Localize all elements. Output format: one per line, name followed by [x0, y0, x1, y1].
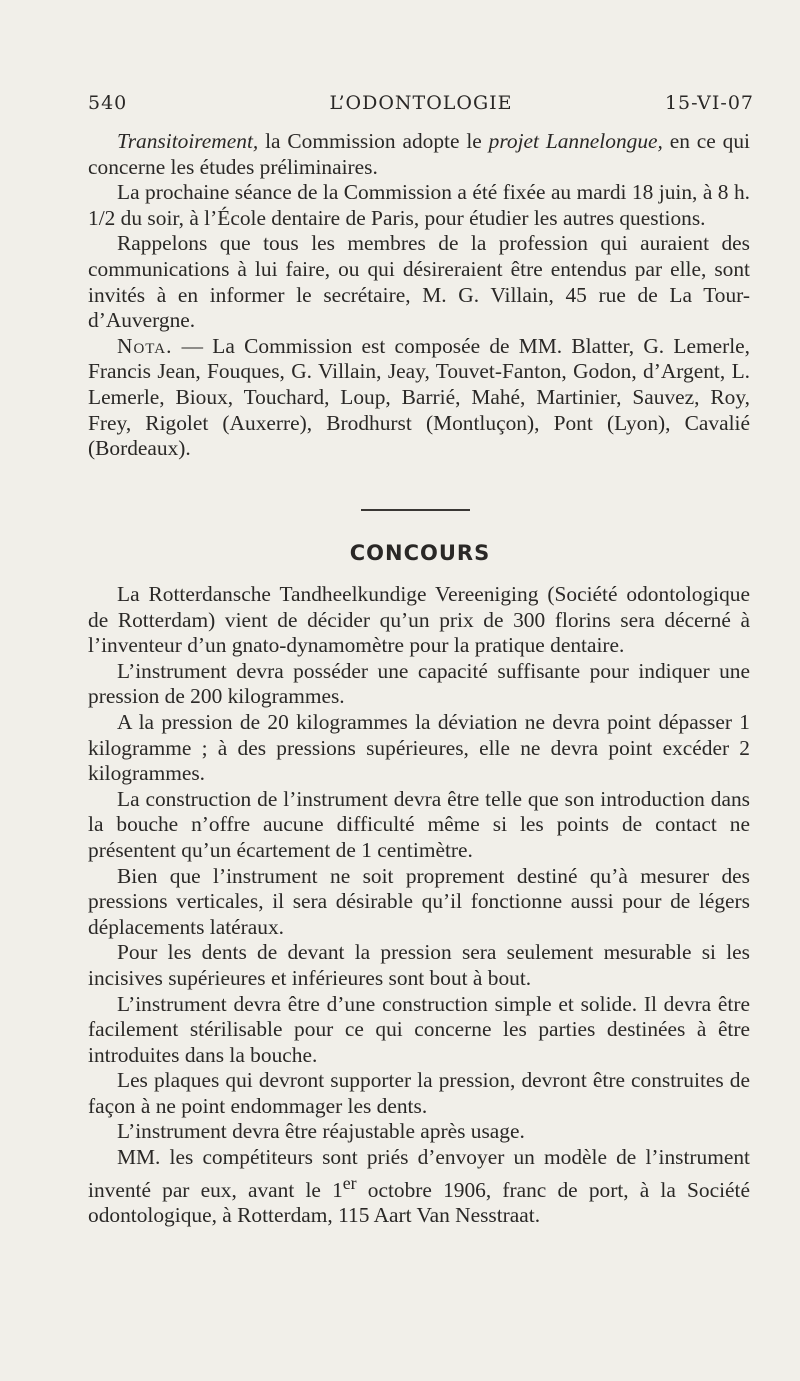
paragraph-text: MM. les compétiteurs sont priés d’envoyer un modèle de l’instrument inventé par eux, avant le 1 — [88, 1145, 750, 1202]
paragraph: Bien que l’instrument ne soit proprement destiné qu’à mesurer des pressions verticales, il sera désirable qu’il fonctionne aussi pour de légers déplacements latéraux. — [88, 863, 750, 939]
section-title: CONCOURS — [349, 541, 491, 565]
paragraph-text: octobre 1906, franc de port, à la Société odontologique, à Rotterdam, 115 Aart Van Nesstraat. — [88, 1177, 750, 1228]
paragraph: Rappelons que tous les membres de la profession qui auraient des communications à lui faire, ou qui désireraient être entendus par elle, sont invités à en informer le secrétaire, M. G. Villain, 45 rue de La Tour-d’Auvergne. — [88, 231, 750, 333]
paragraph: L’instrument devra être d’une construction simple et solide. Il devra être facilement stérilisable pour ce qui concerne les parties destinées à être introduites dans la bouche. — [88, 991, 750, 1067]
commission-section — [88, 129, 750, 462]
running-header — [88, 92, 754, 118]
paragraph: L’instrument devra posséder une capacité suffisante pour indiquer une pression de 200 kilogrammes. — [88, 658, 750, 709]
paragraph — [88, 129, 750, 180]
paragraph: Les plaques qui devront supporter la pression, devront être construites de façon à ne point endommager les dents. — [88, 1068, 750, 1118]
emphasis-text: Transitoirement, — [117, 129, 259, 153]
journal-title: L’ODONTOLOGIE — [329, 92, 513, 114]
nota-text: — La Commission est composée de MM. Blatter, G. Lemerle, Francis Jean, Fouques, G. Villain, Jeay, Touvet-Fanton, Godon, d’Argent, L. Lemerle, Bioux, Touchard, Loup, Barrié, Mahé, Martinier, Sauvez, Roy, Frey, Rigolet (Auxerre), Brodhurst (Montluçon), Pont (Lyon), Cavalié (Bordeaux). — [88, 333, 750, 461]
emphasis-text: projet Lannelongue, — [488, 129, 663, 153]
page-number: 540 — [88, 92, 128, 114]
ordinal-superscript: er — [342, 1172, 357, 1193]
paragraph-text: en ce qui concerne les études préliminaires. — [88, 129, 750, 179]
nota-label: Nota. — [117, 333, 173, 358]
paragraph: La prochaine séance de la Commission a été fixée au mardi 18 juin, à 8 h. 1/2 du soir, à l’École dentaire de Paris, pour étudier les autres questions. — [88, 180, 750, 230]
paragraph: A la pression de 20 kilogrammes la déviation ne devra point dépasser 1 kilogramme ; à des pressions supérieures, elle ne devra point excéder 2 kilogrammes. — [88, 709, 750, 786]
paragraph: Pour les dents de devant la pression sera seulement mesurable si les incisives supérieures et inférieures sont bout à bout. — [88, 940, 750, 990]
section-divider — [361, 509, 470, 511]
nota-paragraph — [88, 334, 750, 462]
paragraph: La construction de l’instrument devra être telle que son introduction dans la bouche n’offre aucune difficulté même si les points de contact ne présentent qu’un écartement de 1 centimètre. — [88, 786, 750, 862]
issue-date: 15-VI-07 — [664, 92, 754, 114]
paragraph — [88, 1145, 750, 1229]
concours-section — [88, 582, 750, 1229]
paragraph: L’instrument devra être réajustable après usage. — [117, 1119, 525, 1144]
paragraph: La Rotterdansche Tandheelkundige Vereeniging (Société odontologique de Rotterdam) vient de décider qu’un prix de 300 florins sera décerné à l’inventeur d’un gnato-dynamomètre pour la pratique dentaire. — [88, 582, 750, 658]
paragraph-text: la Commission adopte le — [258, 129, 489, 153]
